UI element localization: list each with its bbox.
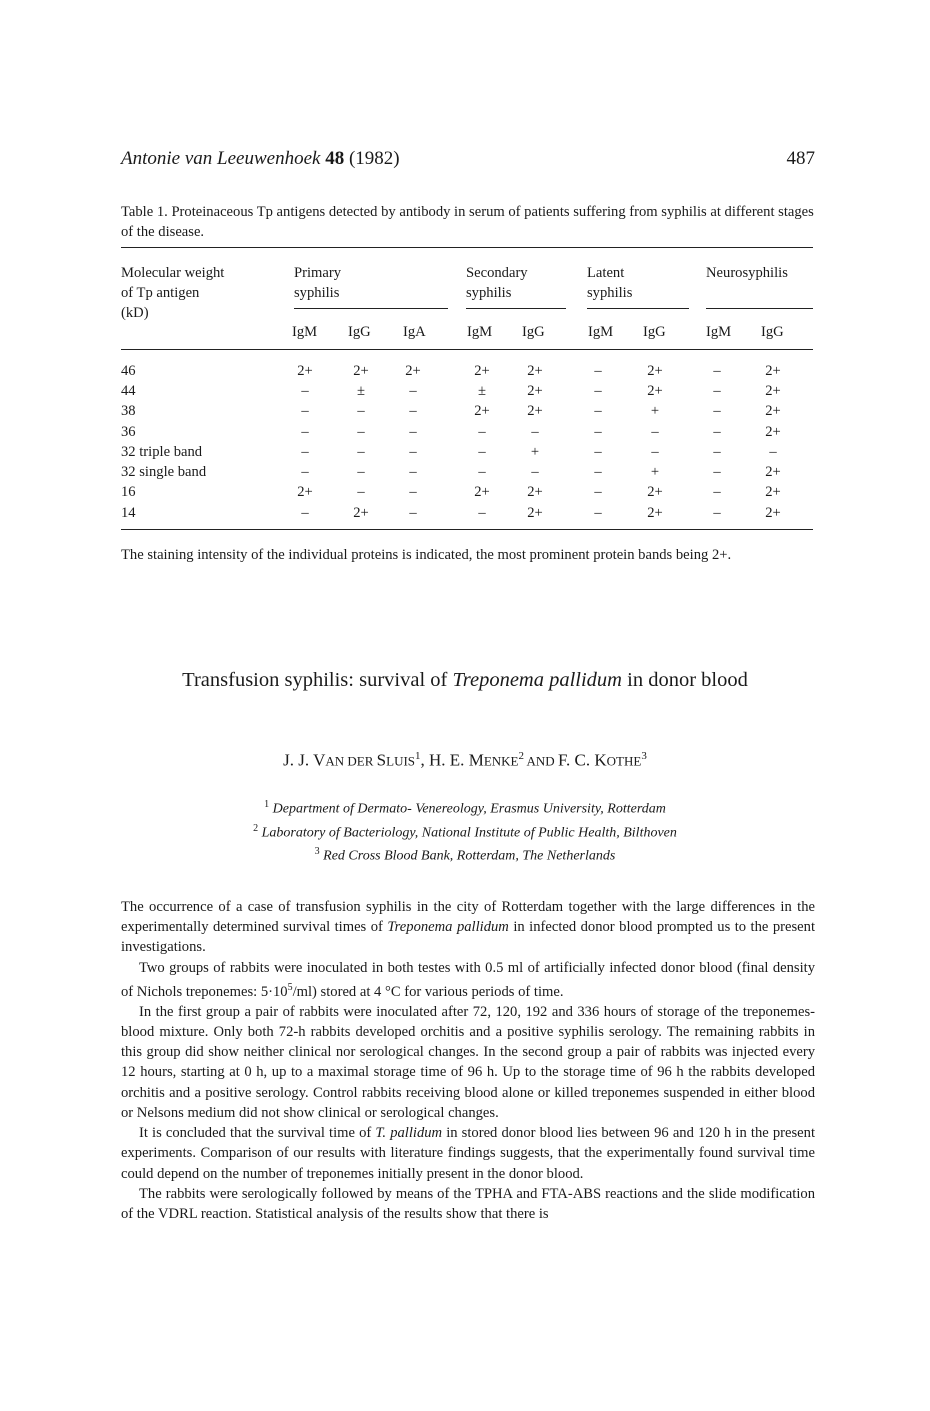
table-cell: 2+ (405, 363, 421, 379)
table-cell: – (357, 424, 365, 440)
table-cell: – (409, 464, 417, 480)
table-cell: – (769, 444, 777, 460)
table-cell: 2+ (353, 363, 369, 379)
table-cell: – (357, 444, 365, 460)
table-cell: – (478, 444, 486, 460)
table-cell: – (713, 383, 721, 399)
table-cell: 2+ (527, 383, 543, 399)
table-cell: ± (477, 383, 486, 399)
row-label: 46 (121, 363, 136, 379)
table-caption: Table 1. Proteinaceous Tp antigens detected by antibody in serum of patients suffering from syphilis at different stages of the disease. (121, 204, 814, 240)
table-cell: 2+ (297, 484, 313, 500)
table-cell: 2+ (647, 505, 663, 521)
page-number: 487 (786, 148, 815, 169)
table-cell: 2+ (765, 484, 781, 500)
table-cell: – (409, 403, 417, 419)
sub-header: IgM (706, 324, 732, 340)
table-cell: 2+ (647, 383, 663, 399)
table-cell: – (713, 484, 721, 500)
col-header-mw-2: of Tp antigen (121, 285, 200, 301)
journal-name: Antonie van Leeuwenhoek 48 (1982) (121, 148, 400, 169)
affiliation: $^2$ Laboratory of Bacteriology, National Institute of Public Health, Bilthoven (253, 822, 677, 841)
group-header-latent-2: syphilis (587, 285, 633, 301)
row-label: 44 (121, 383, 136, 399)
affiliation: $^1$ Department of Dermato- Venereology, Erasmus University, Rotterdam (264, 799, 666, 817)
group-header-secondary-2: syphilis (466, 285, 512, 301)
group-header-latent: Latent (587, 265, 625, 281)
table-top-rule (121, 247, 813, 248)
table-cell: – (301, 505, 309, 521)
sub-header: IgG (643, 324, 666, 340)
table-cell: 2+ (765, 383, 781, 399)
neuro-subrule (706, 308, 813, 309)
table-cell: – (301, 424, 309, 440)
table-cell: 2+ (647, 363, 663, 379)
row-label: 16 (121, 484, 136, 500)
table-cell: 2+ (297, 363, 313, 379)
table-cell: – (409, 505, 417, 521)
running-header (121, 148, 815, 174)
latent-subrule (587, 308, 689, 309)
table-cell: – (301, 464, 309, 480)
row-label: 38 (121, 403, 136, 419)
table-cell: 2+ (765, 464, 781, 480)
sub-header: IgG (522, 324, 545, 340)
table-cell: + (650, 464, 660, 480)
table-cell: – (531, 464, 539, 480)
table-cell: – (713, 403, 721, 419)
table-cell: – (594, 424, 602, 440)
table-cell: – (713, 505, 721, 521)
table-header-rule (121, 349, 813, 350)
paragraph: The rabbits were serologically followed by means of the TPHA and FTA-ABS reactions and the slide modification of the VDRL reaction. Statistical analysis of the results show that there is (121, 1185, 815, 1222)
paragraph: It is concluded that the survival time of T. pallidum in stored donor blood lies between 96 and 120 h in the present experiments. Comparison of our results with literature findings suggests, that the experimentally found survival time could depend on the number of treponemes initially present in the donor blood. (121, 1125, 815, 1182)
sub-header: IgM (588, 324, 614, 340)
table-cell: – (478, 464, 486, 480)
table-bottom-rule (121, 529, 813, 530)
table-cell: – (594, 363, 602, 379)
table-cell: 2+ (474, 484, 490, 500)
table-cell: 2+ (527, 403, 543, 419)
col-header-mw-1: Molecular weight (121, 265, 225, 281)
table-cell: 2+ (527, 363, 543, 379)
table-cell: – (713, 444, 721, 460)
table-cell: – (409, 484, 417, 500)
table-cell: – (478, 505, 486, 521)
table-cell: – (357, 403, 365, 419)
table-cell: – (594, 464, 602, 480)
table-cell: – (594, 484, 602, 500)
group-header-primary-2: syphilis (294, 285, 340, 301)
table-cell: – (594, 505, 602, 521)
paragraph: Two groups of rabbits were inoculated in both testes with 0.5 ml of artificially infected donor blood (final density of Nichols treponemes: $5\cdot 10^5/ml$) stored at 4 °C for various periods of time. (121, 959, 815, 1000)
table-cell: + (530, 444, 540, 460)
sub-header: IgA (403, 324, 426, 340)
table-cell: – (713, 464, 721, 480)
sub-header: IgG (348, 324, 371, 340)
table-cell: – (713, 363, 721, 379)
sub-header: IgM (467, 324, 493, 340)
table-cell: – (357, 484, 365, 500)
group-header-primary: Primary (294, 265, 342, 281)
table-cell: – (301, 444, 309, 460)
table-cell: 2+ (765, 505, 781, 521)
table-cell: 2+ (353, 505, 369, 521)
affiliations (0, 795, 930, 866)
row-label: 32 triple band (121, 444, 203, 460)
table-cell: – (409, 444, 417, 460)
table-cell: 2+ (765, 424, 781, 440)
article-body (121, 897, 815, 1224)
table-cell: – (301, 403, 309, 419)
table-cell: 2+ (474, 363, 490, 379)
primary-subrule (294, 308, 448, 309)
table-cell: – (478, 424, 486, 440)
table-cell: – (357, 464, 365, 480)
table-cell: 2+ (527, 484, 543, 500)
table-cell: ± (356, 383, 365, 399)
table-cell: + (650, 403, 660, 419)
table-cell: – (651, 444, 659, 460)
table-cell: 2+ (647, 484, 663, 500)
row-label: 32 single band (121, 464, 207, 480)
row-label: 36 (121, 424, 136, 440)
table-cell: – (409, 383, 417, 399)
table-cell: 2+ (765, 403, 781, 419)
table-footnote: The staining intensity of the individual proteins is indicated, the most prominent protein bands being 2+. (121, 547, 732, 563)
author-list: J. J. VAN DER SLUIS$^1$, H. E. MENKE$^2$ AND F. C. KOTHE$^3$ (283, 750, 647, 770)
table-cell: – (651, 424, 659, 440)
affiliation: $^3$ Red Cross Blood Bank, Rotterdam, The Netherlands (314, 846, 616, 864)
table-cell: 2+ (765, 363, 781, 379)
sub-header: IgM (292, 324, 318, 340)
table-cell: – (301, 383, 309, 399)
table-cell: – (531, 424, 539, 440)
table-cell: – (594, 444, 602, 460)
sub-header: IgG (761, 324, 784, 340)
group-header-neuro: Neurosyphilis (706, 265, 788, 281)
article-title: Transfusion syphilis: survival of Treponema pallidum in donor blood (182, 669, 748, 691)
paragraph: In the first group a pair of rabbits were inoculated after 72, 120, 192 and 336 hours of storage of the treponemes-blood mixture. Only both 72-h rabbits developed orchitis and a positive syphilis serology. The remaining rabbits in this group did show neither clinical nor serological changes. In the second group a pair of rabbits was injected every 12 hours, starting at 0 h, up to a maximal storage time of 96 h. Up to the storage time of 96 h the rabbits developed orchitis and a positive serology. Control rabbits receiving blood alone or killed treponemes suspended in either blood or Nelsons medium did not show clinical or serological changes. (121, 1003, 815, 1121)
table-cell: – (409, 424, 417, 440)
group-header-secondary: Secondary (466, 265, 528, 281)
table-cell: 2+ (527, 505, 543, 521)
table-cell: – (713, 424, 721, 440)
row-label: 14 (121, 505, 136, 521)
table-cell: – (594, 403, 602, 419)
secondary-subrule (466, 308, 566, 309)
paragraph: The occurrence of a case of transfusion syphilis in the city of Rotterdam together with the large differences in the experimentally determined survival times of Treponema pallidum in infected donor blood prompted us to the present investigations. (121, 899, 815, 956)
table-cell: – (594, 383, 602, 399)
table-cell: 2+ (474, 403, 490, 419)
col-header-mw-3: (kD) (121, 305, 149, 321)
